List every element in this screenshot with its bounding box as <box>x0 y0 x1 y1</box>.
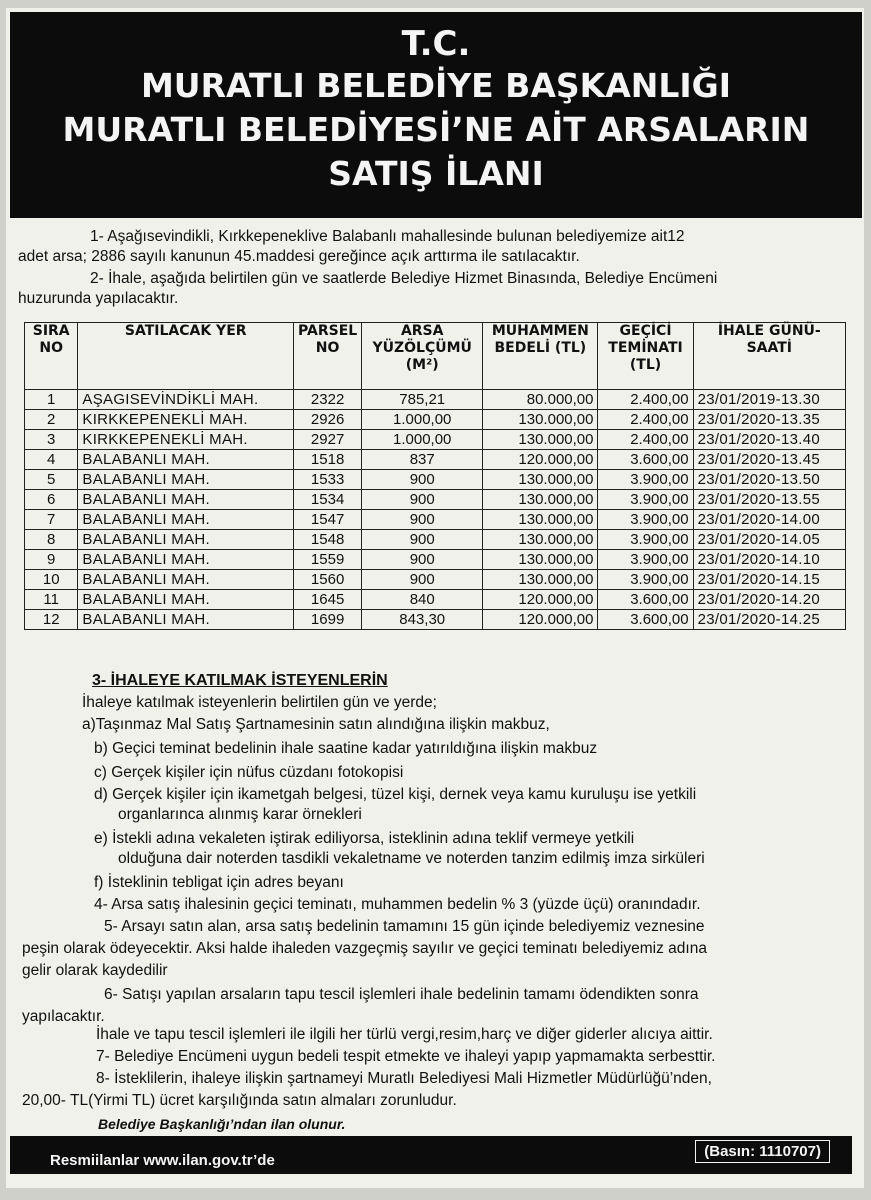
closing-statement: Belediye Başkanlığı’ndan ilan olunur. <box>98 1116 346 1132</box>
cell-muhammen: 120.000,00 <box>483 610 598 630</box>
cell-yer: BALABANLI MAH. <box>78 510 294 530</box>
announcement-header <box>10 12 862 218</box>
col-header-muhammen: MUHAMMEN BEDELİ (TL) <box>483 323 598 390</box>
requirement-f: f) İsteklinin tebligat için adres beyanı <box>94 874 344 891</box>
table-row <box>25 610 846 630</box>
cell-teminat: 3.600,00 <box>598 610 693 630</box>
table-row <box>25 550 846 570</box>
cell-sira: 10 <box>25 570 78 590</box>
cell-ihale: 23/01/2020-14.20 <box>693 590 845 610</box>
cell-sira: 3 <box>25 430 78 450</box>
cell-teminat: 3.900,00 <box>598 530 693 550</box>
col-header-yer: SATILACAK YER <box>78 323 294 390</box>
cell-teminat: 2.400,00 <box>598 410 693 430</box>
table-row <box>25 490 846 510</box>
requirement-b: b) Geçici teminat bedelinin ihale saatine kadar yatırıldığına ilişkin makbuz <box>94 740 598 757</box>
cell-teminat: 3.900,00 <box>598 490 693 510</box>
cell-parsel: 2322 <box>294 390 362 410</box>
clause-4: 4- Arsa satış ihalesinin geçici teminatı, muhammen bedelin % 3 (yüzde üçü) oranındadır. <box>94 896 701 913</box>
table-row <box>25 530 846 550</box>
intro-p2-line2: huzurunda yapılacaktır. <box>18 290 179 307</box>
cell-muhammen: 120.000,00 <box>483 450 598 470</box>
cell-teminat: 3.600,00 <box>598 590 693 610</box>
cell-ihale: 23/01/2020-13.35 <box>693 410 845 430</box>
cell-yuzolcum: 840 <box>362 590 483 610</box>
cell-yuzolcum: 900 <box>362 510 483 530</box>
cell-sira: 4 <box>25 450 78 470</box>
cell-sira: 11 <box>25 590 78 610</box>
cell-muhammen: 80.000,00 <box>483 390 598 410</box>
cell-ihale: 23/01/2020-13.55 <box>693 490 845 510</box>
cell-yer: BALABANLI MAH. <box>78 450 294 470</box>
cell-yuzolcum: 785,21 <box>362 390 483 410</box>
cell-parsel: 1534 <box>294 490 362 510</box>
cell-sira: 9 <box>25 550 78 570</box>
col-header-yuzolcum: ARSA YÜZÖLÇÜMÜ (M²) <box>362 323 483 390</box>
cell-parsel: 1518 <box>294 450 362 470</box>
cell-yer: BALABANLI MAH. <box>78 590 294 610</box>
clause-5-line1: 5- Arsayı satın alan, arsa satış bedelinin tamamını 15 gün içinde belediyemiz veznesine <box>104 918 705 935</box>
table-row <box>25 510 846 530</box>
table-row <box>25 430 846 450</box>
cell-yuzolcum: 900 <box>362 470 483 490</box>
section-3-title: 3- İHALEYE KATILMAK İSTEYENLERİN <box>92 672 388 689</box>
requirement-e-line1: e) İstekli adına vekaleten iştirak ediliyorsa, isteklinin adına teklif vermeye yetkili <box>94 830 635 847</box>
header-line-3: MURATLI BELEDİYESİ’NE AİT ARSALARIN <box>62 110 810 149</box>
table-row <box>25 450 846 470</box>
header-line-1: T.C. <box>401 24 471 64</box>
cell-yer: BALABANLI MAH. <box>78 570 294 590</box>
col-header-parsel: PARSEL NO <box>294 323 362 390</box>
cell-teminat: 3.900,00 <box>598 570 693 590</box>
clause-6-line2: yapılacaktır. <box>22 1008 105 1025</box>
cell-yer: KIRKKEPENEKLİ MAH. <box>78 430 294 450</box>
cell-ihale: 23/01/2020-13.45 <box>693 450 845 470</box>
clause-5-line2: peşin olarak ödeyecektir. Aksi halde ihaleden vazgeçmiş sayılır ve geçici teminatı belediyemiz adına <box>22 940 707 957</box>
cell-ihale: 23/01/2020-13.40 <box>693 430 845 450</box>
clause-8-line1: 8- İsteklilerin, ihaleye ilişkin şartnameyi Muratlı Belediyesi Mali Hizmetler Müdürlüğü’nden, <box>96 1070 712 1087</box>
clause-7: 7- Belediye Encümeni uygun bedeli tespit etmekte ve ihaleyi yapıp yapmamakta serbesttir. <box>96 1048 716 1065</box>
cell-yer: BALABANLI MAH. <box>78 530 294 550</box>
cell-ihale: 23/01/2020-14.25 <box>693 610 845 630</box>
clause-5-line3: gelir olarak kaydedilir <box>22 962 168 979</box>
cell-yer: BALABANLI MAH. <box>78 610 294 630</box>
cell-muhammen: 130.000,00 <box>483 530 598 550</box>
cell-parsel: 1560 <box>294 570 362 590</box>
requirement-d-line1: d) Gerçek kişiler için ikametgah belgesi, tüzel kişi, dernek veya kamu kuruluşu ise yetkili <box>94 786 697 803</box>
cell-parsel: 1548 <box>294 530 362 550</box>
table-row <box>25 590 846 610</box>
cell-yer: AŞAGISEVİNDİKLİ MAH. <box>78 390 294 410</box>
footer-website-text: Resmiilanlar www.ilan.gov.tr’de <box>50 1152 275 1169</box>
cell-muhammen: 130.000,00 <box>483 430 598 450</box>
header-line-2: MURATLI BELEDİYE BAŞKANLIĞI <box>140 66 732 105</box>
requirement-c: c) Gerçek kişiler için nüfus cüzdanı fotokopisi <box>94 764 404 781</box>
intro-p1-line2: adet arsa; 2886 sayılı kanunun 45.maddesi gereğince açık arttırma ile satılacaktır. <box>18 248 580 265</box>
cell-parsel: 1533 <box>294 470 362 490</box>
cell-yuzolcum: 900 <box>362 550 483 570</box>
table-row <box>25 410 846 430</box>
cell-sira: 12 <box>25 610 78 630</box>
requirement-e-line2: olduğuna dair noterden tasdikli vekaletname ve noterden tanzim edilmiş imza sirküleri <box>118 850 705 867</box>
clause-8-line2: 20,00- TL(Yirmi TL) ücret karşılığında satın almaları zorunludur. <box>22 1092 457 1109</box>
cell-parsel: 1645 <box>294 590 362 610</box>
cell-ihale: 23/01/2019-13.30 <box>693 390 845 410</box>
cell-yuzolcum: 837 <box>362 450 483 470</box>
intro-p2-line1: 2- İhale, aşağıda belirtilen gün ve saatlerde Belediye Hizmet Binasında, Belediye Encümeni <box>90 270 718 287</box>
intro-p1-line1: 1- Aşağısevindikli, Kırkkepeneklive Balabanlı mahallesinde bulunan belediyemize ait12 <box>90 228 685 245</box>
col-header-teminat: GEÇİCİ TEMİNATI (TL) <box>598 323 693 390</box>
cell-yer: BALABANLI MAH. <box>78 490 294 510</box>
table-row <box>25 390 846 410</box>
clause-6-line1: 6- Satışı yapılan arsaların tapu tescil işlemleri ihale bedelinin tamamı ödendikten sonra <box>104 986 699 1003</box>
cell-teminat: 3.900,00 <box>598 550 693 570</box>
cell-muhammen: 130.000,00 <box>483 410 598 430</box>
cell-yuzolcum: 900 <box>362 530 483 550</box>
requirement-a: a)Taşınmaz Mal Satış Şartnamesinin satın alındığına ilişkin makbuz, <box>82 716 550 733</box>
cell-yuzolcum: 900 <box>362 490 483 510</box>
cell-muhammen: 130.000,00 <box>483 510 598 530</box>
cell-sira: 7 <box>25 510 78 530</box>
cell-yuzolcum: 900 <box>362 570 483 590</box>
cell-yuzolcum: 1.000,00 <box>362 430 483 450</box>
col-header-ihale: İHALE GÜNÜ-SAATİ <box>693 323 845 390</box>
cell-ihale: 23/01/2020-14.05 <box>693 530 845 550</box>
col-header-sira: SIRA NO <box>25 323 78 390</box>
cell-ihale: 23/01/2020-14.15 <box>693 570 845 590</box>
header-line-4: SATIŞ İLANI <box>328 154 544 193</box>
cell-ihale: 23/01/2020-14.10 <box>693 550 845 570</box>
table-row <box>25 470 846 490</box>
table-header-row <box>25 323 846 390</box>
cell-muhammen: 130.000,00 <box>483 470 598 490</box>
cell-teminat: 2.400,00 <box>598 430 693 450</box>
cell-parsel: 2927 <box>294 430 362 450</box>
cell-muhammen: 130.000,00 <box>483 550 598 570</box>
cell-yuzolcum: 1.000,00 <box>362 410 483 430</box>
lots-table <box>24 322 846 630</box>
cell-sira: 6 <box>25 490 78 510</box>
cell-ihale: 23/01/2020-14.00 <box>693 510 845 530</box>
requirement-d-line2: organlarınca alınmış karar örnekleri <box>118 806 362 823</box>
cell-sira: 5 <box>25 470 78 490</box>
cell-parsel: 1559 <box>294 550 362 570</box>
cell-muhammen: 130.000,00 <box>483 570 598 590</box>
cell-teminat: 2.400,00 <box>598 390 693 410</box>
cell-sira: 2 <box>25 410 78 430</box>
cell-sira: 1 <box>25 390 78 410</box>
section-3-intro: İhaleye katılmak isteyenlerin belirtilen gün ve yerde; <box>82 694 437 711</box>
cell-muhammen: 130.000,00 <box>483 490 598 510</box>
cell-teminat: 3.900,00 <box>598 510 693 530</box>
cell-parsel: 1699 <box>294 610 362 630</box>
cell-yer: KIRKKEPENEKLİ MAH. <box>78 410 294 430</box>
cell-ihale: 23/01/2020-13.50 <box>693 470 845 490</box>
cell-parsel: 1547 <box>294 510 362 530</box>
clause-6-line3: İhale ve tapu tescil işlemleri ile ilgili her türlü vergi,resim,harç ve diğer giderler alıcıya aittir. <box>96 1026 713 1043</box>
cell-yer: BALABANLI MAH. <box>78 470 294 490</box>
cell-yer: BALABANLI MAH. <box>78 550 294 570</box>
cell-yuzolcum: 843,30 <box>362 610 483 630</box>
footer-bar <box>10 1136 852 1174</box>
cell-sira: 8 <box>25 530 78 550</box>
press-code-badge: (Basın: 1110707) <box>695 1140 830 1163</box>
cell-teminat: 3.900,00 <box>598 470 693 490</box>
table-row <box>25 570 846 590</box>
cell-teminat: 3.600,00 <box>598 450 693 470</box>
cell-muhammen: 120.000,00 <box>483 590 598 610</box>
cell-parsel: 2926 <box>294 410 362 430</box>
